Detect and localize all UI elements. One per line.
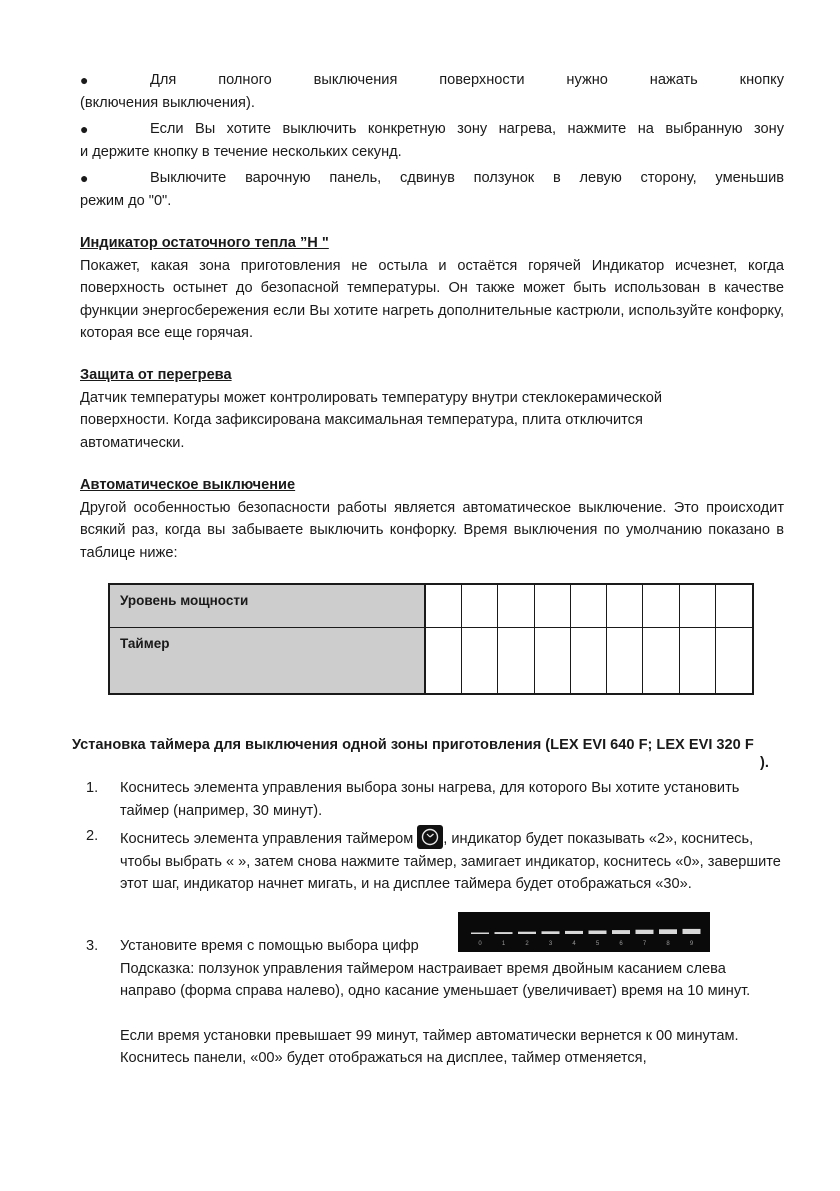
section-overheat xyxy=(80,364,784,454)
slider-digit-label: 9 xyxy=(689,941,694,947)
table-cell xyxy=(498,628,534,693)
slider-segment xyxy=(589,931,607,935)
table-cell xyxy=(571,628,607,693)
table-cell xyxy=(462,628,498,693)
slider-segment xyxy=(495,932,513,934)
bullet-slider-off xyxy=(80,167,784,212)
table-cell xyxy=(426,628,462,693)
bullet-text-cont: (включения выключения). xyxy=(80,94,255,111)
list-item-note: Если время установки превышает 99 минут, таймер автоматически вернется к 00 минутам. xyxy=(120,1027,739,1044)
bullet-text: Выключите варочную панель, сдвинув ползунок в левую сторону, уменьшив xyxy=(150,170,784,186)
section-body: Другой особенностью безопасности работы является автоматическое выключение. Это происходит всякий раз, когда вы забываете выключить конфорку. Время выключения по умолчанию показано в таблице ниже: xyxy=(80,499,784,561)
table-row-label-timer: Таймер xyxy=(110,628,426,693)
table-cell xyxy=(462,585,498,628)
slider-segment xyxy=(471,933,489,935)
table-cell xyxy=(643,628,679,693)
timer-icon xyxy=(417,825,443,849)
list-item-body xyxy=(120,825,784,896)
bullet-marker: ● xyxy=(80,170,89,186)
slider-digit-label: 4 xyxy=(572,941,576,947)
list-item-text: Коснитесь элемента управления таймером xyxy=(120,831,418,847)
section-residual-heat xyxy=(80,232,784,345)
table-cell xyxy=(680,628,716,693)
table-cell xyxy=(643,585,679,628)
slider-segment xyxy=(612,930,630,934)
table-cell xyxy=(426,585,462,628)
list-item-hint: Подсказка: ползунок управления таймером настраивает время двойным касанием слева направо (форма справа налево), одно касание уменьшает (увеличивает) время на 10 минут. xyxy=(120,960,751,999)
list-item-text-cont: , индикатор будет показывать «2», коснитесь, чтобы выбрать « », затем снова нажмите таймер, замигает индикатор, коснитесь «0», завершите этот шаг, индикатор начнет мигать, и на дисплее таймера будет отображаться «30». xyxy=(120,831,781,892)
section-line: Датчик температуры может контролировать температуру внутри стеклокерамической xyxy=(80,389,663,406)
section-auto-off xyxy=(80,474,784,564)
bullet-zone-off xyxy=(80,118,784,163)
table-cell xyxy=(571,585,607,628)
table-row-label-power: Уровень мощности xyxy=(110,585,426,628)
timer-title-text: Установка таймера для выключения одной зоны приготовления (LEX EVI 640 F; LEX EVI 320 F xyxy=(72,737,754,753)
slider-digit-label: 7 xyxy=(642,941,647,947)
slider-segment xyxy=(542,931,560,934)
auto-off-table xyxy=(108,583,754,695)
slider-digit-label: 2 xyxy=(525,941,529,947)
section-line: автоматически. xyxy=(80,434,185,451)
bullet-text: Для полного выключения поверхности нужно нажать кнопку xyxy=(150,72,784,88)
slider-digit-label: 6 xyxy=(619,941,623,947)
bullet-text-cont: и держите кнопку в течение нескольких секунд. xyxy=(80,143,402,160)
bullet-text: Если Вы хотите выключить конкретную зону нагрева, нажмите на выбранную зону xyxy=(150,121,784,137)
section-heading: Защита от перегрева xyxy=(80,367,232,383)
list-item-body xyxy=(120,935,784,1070)
table-cell xyxy=(680,585,716,628)
list-number: 2. xyxy=(86,828,99,844)
table-cell xyxy=(607,585,643,628)
list-item-text: Установите время с помощью выбора цифр xyxy=(120,938,419,954)
list-number: 1. xyxy=(86,780,99,796)
list-item-text: Коснитесь элемента управления выбора зоны нагрева, для которого Вы хотите установить таймер (например, 30 минут). xyxy=(120,780,740,819)
section-body: Покажет, какая зона приготовления не остыла и остаётся горячей Индикатор исчезнет, когда поверхность остынет до безопасной температуры. Он также может быть использован в качестве функции энергосбережения если Вы хотите нагреть дополнительные кастрюли, используйте конфорку, которая все еще горячая. xyxy=(80,257,784,341)
section-line: поверхности. Когда зафиксирована максимальная температура, плита отключится xyxy=(80,412,643,428)
bullet-power-off xyxy=(80,69,784,114)
table-cell xyxy=(498,585,534,628)
table-cell xyxy=(535,628,571,693)
slider-segment xyxy=(636,930,654,934)
table-cell xyxy=(535,585,571,628)
slider-segment xyxy=(683,929,701,934)
table-cell xyxy=(716,628,752,693)
slider-digit-label: 5 xyxy=(595,941,600,947)
slider-digit-label: 3 xyxy=(548,941,553,947)
timer-title-tail: ). xyxy=(760,755,769,771)
slider-digit-label: 0 xyxy=(478,941,482,947)
slider-digit-label: 8 xyxy=(666,941,670,947)
list-item-note: Коснитесь панели, «00» будет отображаться на дисплее, таймер отменяется, xyxy=(120,1050,647,1066)
timer-section-title xyxy=(72,735,792,771)
bullet-marker: ● xyxy=(80,121,89,137)
bullet-text-cont: режим до "0". xyxy=(80,192,172,209)
bullet-marker: ● xyxy=(80,72,89,88)
section-heading: Индикатор остаточного тепла ”H " xyxy=(80,235,329,251)
section-heading: Автоматическое выключение xyxy=(80,477,296,493)
slider-segment xyxy=(659,929,677,934)
slider-segment xyxy=(518,932,536,934)
spacer xyxy=(120,1003,784,1025)
slider-segment xyxy=(565,931,583,934)
list-number: 3. xyxy=(86,938,99,954)
table-cell xyxy=(716,585,752,628)
table-cell xyxy=(607,628,643,693)
slider-digit-label: 1 xyxy=(501,941,506,947)
